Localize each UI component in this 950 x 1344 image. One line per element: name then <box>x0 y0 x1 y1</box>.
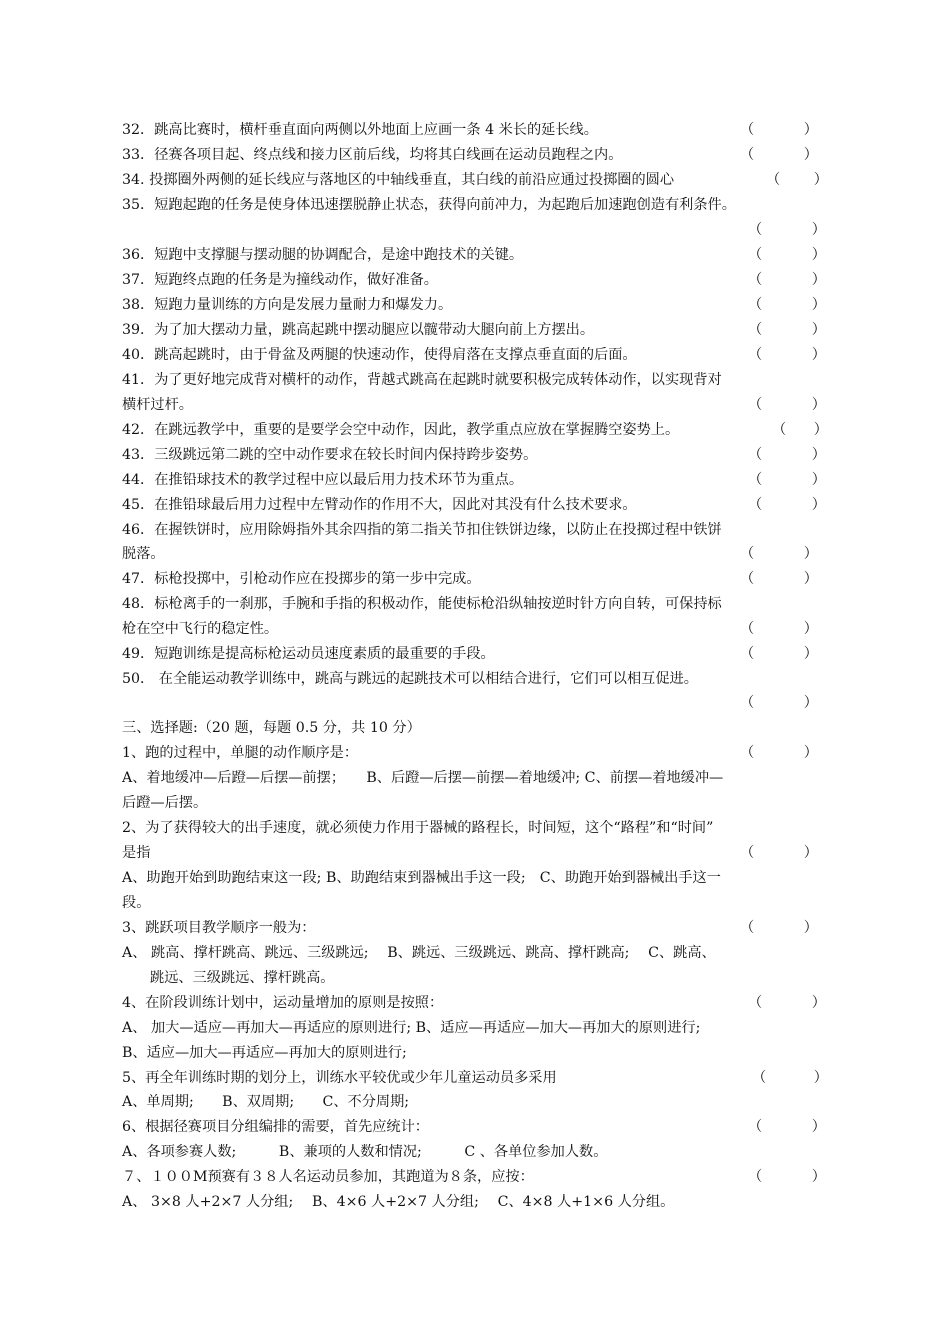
answer-blank[interactable]: （ ） <box>772 422 828 438</box>
answer-blank[interactable]: （ ） <box>748 272 826 288</box>
answer-blank[interactable]: （ ） <box>748 472 826 488</box>
question-text: 34. 投掷圈外两侧的延长线应与落地区的中轴线垂直，其白线的前沿应通过投掷圈的圆心 <box>122 172 675 188</box>
mc-options-4-cont: B、适应—加大—再适应—再加大的原则进行; <box>122 1045 407 1061</box>
answer-blank[interactable]: （ ） <box>740 920 818 936</box>
tf-question-41 <box>122 368 832 393</box>
answer-blank[interactable]: （ ） <box>748 1119 826 1135</box>
question-text: 49．短跑训练是提高标枪运动员速度素质的最重要的手段。 <box>122 646 495 662</box>
answer-blank[interactable]: （ ） <box>748 397 826 413</box>
question-text: 脱落。 <box>122 546 165 562</box>
mc-question-2-cont: 是指 （ ） <box>122 841 832 866</box>
answer-blank[interactable]: （ ） <box>740 621 818 637</box>
question-text: 40．跳高起跳时，由于骨盆及两腿的快速动作，使得肩落在支撑点垂直面的后面。 <box>122 347 637 363</box>
tf-question-48-cont <box>122 617 832 642</box>
question-text: 46．在握铁饼时，应用除姆指外其余四指的第二指关节扣住铁饼边缘，以防止在投掷过程中铁饼 <box>122 522 722 538</box>
answer-blank[interactable]: （ ） <box>740 695 818 711</box>
tf-question-47 <box>122 567 832 592</box>
tf-question-45 <box>122 493 832 518</box>
tf-question-43 <box>122 443 832 468</box>
question-text: 2、为了获得较大的出手速度，就必须使力作用于器械的路程长，时间短，这个“路程”和“时间” <box>122 820 714 836</box>
question-text: 44．在推铅球技术的教学过程中应以最后用力技术环节为重点。 <box>122 472 524 488</box>
mc-options-1-cont: 后蹬—后摆。 <box>122 795 208 811</box>
question-text: 32．跳高比赛时，横杆垂直面向两侧以外地面上应画一条 4 米长的延长线。 <box>122 122 598 138</box>
tf-question-49 <box>122 642 832 667</box>
question-text: 47．标枪投掷中，引枪动作应在投掷步的第一步中完成。 <box>122 571 481 587</box>
mc-question-6 <box>122 1115 832 1140</box>
question-text: 43．三级跳远第二跳的空中动作要求在较长时间内保持跨步姿势。 <box>122 447 538 463</box>
tf-question-37 <box>122 268 832 293</box>
question-text: 37．短跑终点跑的任务是为撞线动作，做好准备。 <box>122 272 438 288</box>
tf-question-40 <box>122 343 832 368</box>
mc-question-5 <box>122 1066 832 1091</box>
tf-question-36 <box>122 243 832 268</box>
question-text: 5、再全年训练时期的划分上，训练水平较优或少年儿童运动员多采用 <box>122 1070 557 1086</box>
mc-question-4 <box>122 991 832 1016</box>
tf-question-33 <box>122 143 832 168</box>
mc-options-6: A、各项参赛人数; B、兼项的人数和情况; C 、各单位参加人数。 <box>122 1144 608 1160</box>
tf-question-44 <box>122 468 832 493</box>
question-text: 41．为了更好地完成背对横杆的动作，背越式跳高在起跳时就要积极完成转体动作，以实现背对 <box>122 372 722 388</box>
tf-question-50-blank-line <box>122 691 832 716</box>
answer-blank[interactable]: （ ） <box>748 447 826 463</box>
answer-blank[interactable]: （ ） <box>748 322 826 338</box>
mc-question-2 <box>122 816 832 841</box>
question-text: 35．短跑起跑的任务是使身体迅速摆脱静止状态，获得向前冲力，为起跑后加速跑创造有利条件。 <box>122 197 736 213</box>
answer-blank[interactable]: （ ） <box>740 122 818 138</box>
mc-options-3: A、 跳高、撑杆跳高、跳远、三级跳远; B、跳远、三级跳远、跳高、撑杆跳高; C、跳高、 <box>122 945 716 961</box>
answer-blank[interactable]: （ ） <box>740 147 818 163</box>
mc-options-4: A、 加大—适应—再加大—再适应的原则进行; B、适应—再适应—加大—再加大的原则进行; <box>122 1020 701 1036</box>
question-text: 50． 在全能运动教学训练中，跳高与跳远的起跳技术可以相结合进行，它们可以相互促进。 <box>122 671 698 687</box>
answer-blank[interactable]: （ ） <box>748 347 826 363</box>
answer-blank[interactable]: （ ） <box>748 247 826 263</box>
mc-options-2: A、助跑开始到助跑结束这一段; B、助跑结束到器械出手这一段; C、助跑开始到器械出手这一 <box>122 870 721 886</box>
section-heading: 三、选择题:（20 题，每题 0.5 分，共 10 分） <box>122 720 421 736</box>
mc-question-1 <box>122 741 832 766</box>
question-text: 4、在阶段训练计划中，运动量增加的原则是按照： <box>122 995 444 1011</box>
answer-blank[interactable]: （ ） <box>748 995 826 1011</box>
tf-question-35-blank-line <box>122 218 832 243</box>
answer-blank[interactable]: （ ） <box>740 546 818 562</box>
answer-blank[interactable]: （ ） <box>740 571 818 587</box>
question-text: 48．标枪离手的一刹那，手腕和手指的积极动作，能使标枪沿纵轴按逆时针方向自转，可保持标 <box>122 596 722 612</box>
tf-question-38 <box>122 293 832 318</box>
answer-blank[interactable]: （ ） <box>740 845 818 861</box>
question-text: ７、１００M预赛有３８人名运动员参加，其跑道为８条，应按： <box>122 1169 534 1185</box>
question-text: 42．在跳远教学中，重要的是要学会空中动作，因此，教学重点应放在掌握腾空姿势上。 <box>122 422 680 438</box>
mc-question-3 <box>122 916 832 941</box>
question-text: 6、根据径赛项目分组编排的需要，首先应统计： <box>122 1119 429 1135</box>
answer-blank[interactable]: （ ） <box>740 646 818 662</box>
mc-options-1: A、着地缓冲—后蹬—后摆—前摆； B、后蹬—后摆—前摆—着地缓冲; C、前摆—着地缓冲— <box>122 770 724 786</box>
tf-question-35 <box>122 193 832 218</box>
tf-question-46-cont <box>122 542 832 567</box>
answer-blank[interactable]: （ ） <box>740 745 818 761</box>
question-text: 39．为了加大摆动力量，跳高起跳中摆动腿应以髋带动大腿向前上方摆出。 <box>122 322 595 338</box>
question-text: 45．在推铅球最后用力过程中左臂动作的作用不大，因此对其没有什么技术要求。 <box>122 497 637 513</box>
question-text: 33．径赛各项目起、终点线和接力区前后线，均将其白线画在运动员跑程之内。 <box>122 147 623 163</box>
tf-question-48 <box>122 592 832 617</box>
mc-question-7 <box>122 1165 832 1190</box>
question-text: 38．短跑力量训练的方向是发展力量耐力和爆发力。 <box>122 297 453 313</box>
answer-blank[interactable]: （ ） <box>766 172 828 188</box>
tf-question-41-cont <box>122 393 832 418</box>
tf-question-32 <box>122 118 832 143</box>
answer-blank[interactable]: （ ） <box>752 1070 828 1086</box>
mc-options-3-cont: 跳远、三级跳远、撑杆跳高。 <box>150 970 335 986</box>
answer-blank[interactable]: （ ） <box>748 497 826 513</box>
question-text: 36．短跑中支撑腿与摆动腿的协调配合，是途中跑技术的关键。 <box>122 247 524 263</box>
tf-question-34 <box>122 168 832 193</box>
tf-question-42 <box>122 418 832 443</box>
tf-question-50 <box>122 667 832 692</box>
mc-options-5: A、单周期; B、双周期; C、不分周期; <box>122 1094 410 1110</box>
question-text: 枪在空中飞行的稳定性。 <box>122 621 279 637</box>
mc-options-2-cont: 段。 <box>122 895 151 911</box>
tf-question-39 <box>122 318 832 343</box>
answer-blank[interactable]: （ ） <box>748 1169 826 1185</box>
tf-question-46 <box>122 518 832 543</box>
question-text: 横杆过杆。 <box>122 397 193 413</box>
question-text: 1、跑的过程中，单腿的动作顺序是： <box>122 745 359 761</box>
question-text: 3、跳跃项目教学顺序一般为： <box>122 920 316 936</box>
answer-blank[interactable]: （ ） <box>748 222 826 238</box>
mc-options-7: A、 3×8 人+2×7 人分组; B、4×6 人+2×7 人分组; C、4×8 人+1×6 人分组。 <box>122 1194 675 1210</box>
answer-blank[interactable]: （ ） <box>748 297 826 313</box>
